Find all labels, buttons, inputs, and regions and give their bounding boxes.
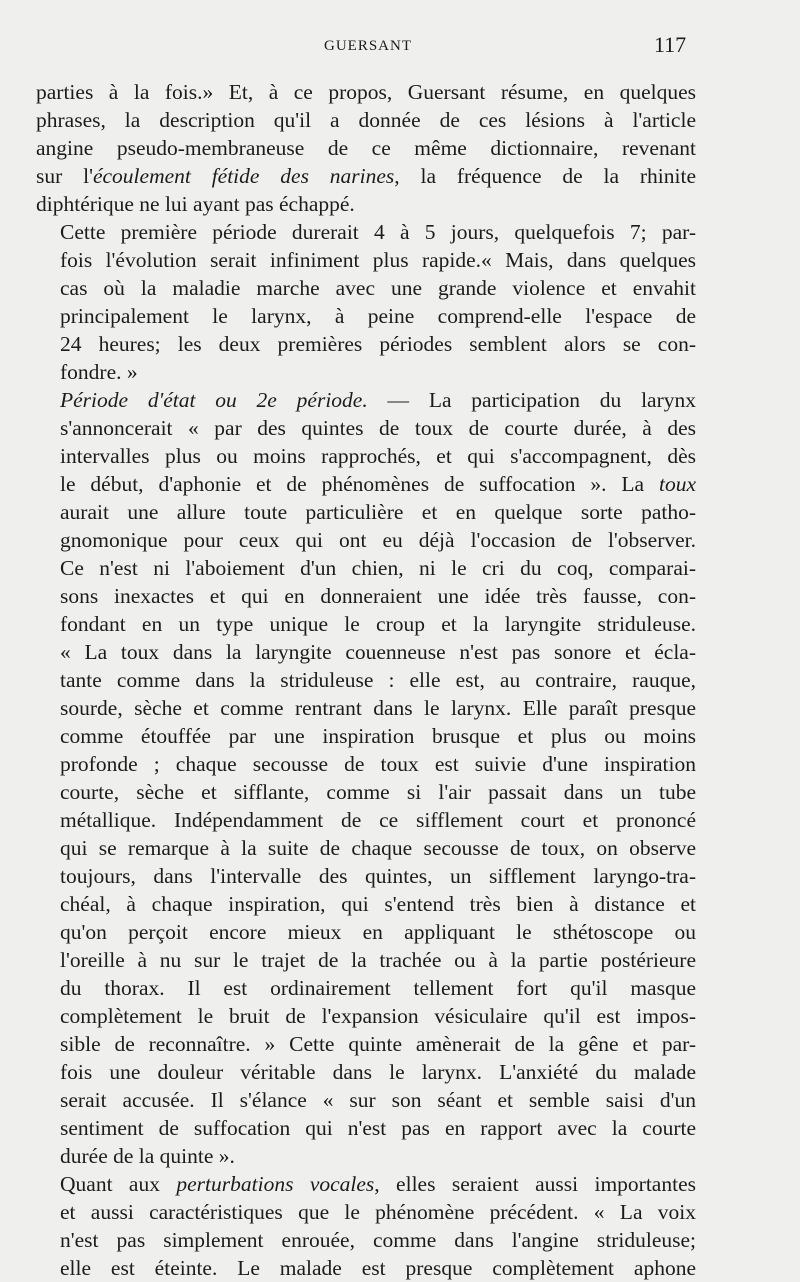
text-line: cas où la maladie marche avec une grande violence et envahit (60, 276, 696, 300)
text-line: courte, sèche et sifflante, comme si l'air passait dans un tube (60, 780, 696, 804)
text-run: sur l' (36, 164, 93, 188)
body-text (36, 78, 696, 1282)
text-line: sentiment de suffocation qui n'est pas en rapport avec la courte (60, 1116, 696, 1140)
text-line (36, 162, 696, 190)
italic-text: perturbations vocales (176, 1172, 375, 1196)
text-line: phrases, la description qu'il a donnée de ces lésions à l'article (36, 108, 696, 132)
text-line: complètement le bruit de l'expansion vésiculaire qu'il est impos- (60, 1004, 696, 1028)
page-number: 117 (654, 32, 687, 57)
text-line: sible de reconnaître. » Cette quinte amènerait de la gêne et par- (60, 1032, 696, 1056)
text-line: l'oreille à nu sur le trajet de la trachée ou à la partie postérieure (60, 948, 696, 972)
text-line (36, 470, 696, 498)
text-run: , la fréquence de la rhinite (394, 164, 697, 188)
text-line (36, 386, 696, 414)
paragraph-1 (36, 78, 696, 218)
text-run: — La participation du larynx (367, 388, 696, 412)
italic-text: écoulement fétide des narines (92, 164, 395, 188)
italic-heading: Période d'état ou 2e période. (60, 388, 368, 412)
paragraph-2 (36, 218, 696, 386)
text-line: Cette première période durerait 4 à 5 jours, quelquefois 7; par- (60, 220, 696, 244)
text-line: angine pseudo-membraneuse de ce même dictionnaire, revenant (36, 136, 696, 160)
page-header (0, 30, 800, 60)
text-line: parties à la fois.» Et, à ce propos, Guersant résume, en quelques (36, 80, 696, 104)
text-line: qu'on perçoit encore mieux en appliquant le sthétoscope ou (60, 920, 696, 944)
text-run: , elles seraient aussi importantes (374, 1172, 696, 1196)
paragraph-3 (36, 386, 696, 1170)
text-line: sourde, sèche et comme rentrant dans le larynx. Elle paraît presque (60, 696, 696, 720)
text-run: le début, d'aphonie et de phénomènes de suffocation ». La (60, 472, 659, 496)
text-line: tante comme dans la striduleuse : elle est, au contraire, rauque, (60, 668, 696, 692)
text-line: qui se remarque à la suite de chaque secousse de toux, on observe (60, 836, 696, 860)
text-line: chéal, à chaque inspiration, qui s'entend très bien à distance et (60, 892, 696, 916)
text-line: durée de la quinte ». (60, 1144, 235, 1168)
text-line: fondant en un type unique le croup et la laryngite striduleuse. (60, 612, 696, 636)
italic-text: toux (658, 472, 696, 496)
text-line (36, 1170, 696, 1198)
text-line: et aussi caractéristiques que le phénomène précédent. « La voix (60, 1200, 696, 1224)
text-line: « La toux dans la laryngite couenneuse n'est pas sonore et écla- (60, 640, 696, 664)
text-line: elle est éteinte. Le malade est presque complètement aphone (60, 1256, 696, 1280)
text-line: fois une douleur véritable dans le larynx. L'anxiété du malade (60, 1060, 696, 1084)
text-line: diphtérique ne lui ayant pas échappé. (36, 192, 355, 216)
text-line: aurait une allure toute particulière et en quelque sorte patho- (60, 500, 696, 524)
paragraph-4 (36, 1170, 696, 1282)
text-line: 24 heures; les deux premières périodes semblent alors se con- (60, 332, 696, 356)
text-line: sons inexactes et qui en donneraient une idée très fausse, con- (60, 584, 696, 608)
text-line: gnomonique pour ceux qui ont eu déjà l'occasion de l'observer. (60, 528, 696, 552)
text-run: Quant aux (60, 1172, 177, 1196)
text-line: s'annoncerait « par des quintes de toux de courte durée, à des (60, 416, 696, 440)
text-line: comme étouffée par une inspiration brusque et plus ou moins (60, 724, 696, 748)
text-line: serait accusée. Il s'élance « sur son séant et semble saisi d'un (60, 1088, 696, 1112)
text-line: fondre. » (60, 360, 138, 384)
text-line: du thorax. Il est ordinairement tellement fort qu'il masque (60, 976, 696, 1000)
text-line: métallique. Indépendamment de ce sifflement court et prononcé (60, 808, 696, 832)
text-line: intervalles plus ou moins rapprochés, et qui s'accompagnent, dès (60, 444, 696, 468)
text-line: Ce n'est ni l'aboiement d'un chien, ni le cri du coq, comparai- (60, 556, 696, 580)
running-head: GUERSANT (324, 38, 413, 54)
text-line: n'est pas simplement enrouée, comme dans l'angine striduleuse; (60, 1228, 696, 1252)
text-line: principalement le larynx, à peine comprend-elle l'espace de (60, 304, 696, 328)
text-line: fois l'évolution serait infiniment plus rapide.« Mais, dans quelques (60, 248, 696, 272)
text-line: profonde ; chaque secousse de toux est suivie d'une inspiration (60, 752, 696, 776)
text-line: toujours, dans l'intervalle des quintes, un sifflement laryngo-tra- (60, 864, 696, 888)
